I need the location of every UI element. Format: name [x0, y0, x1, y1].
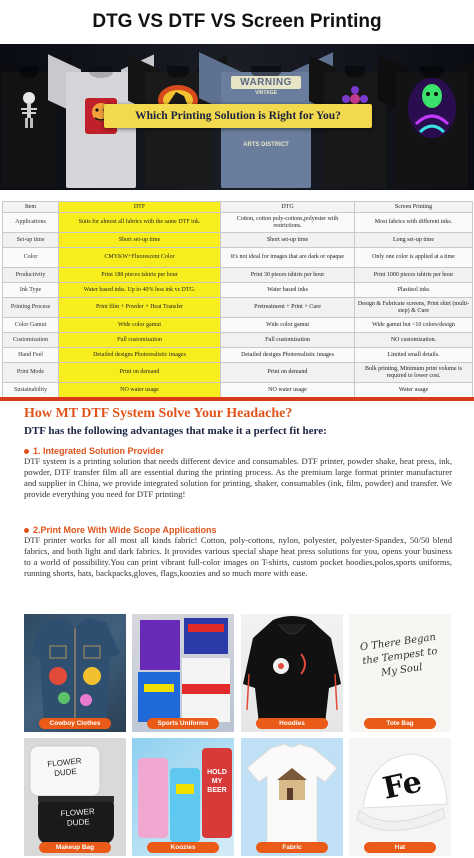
table-cell: Print film + Powder + Heat Transfer — [59, 298, 221, 318]
table-cell: Water usage — [355, 383, 473, 398]
table-row-label: Printing Process — [3, 298, 59, 318]
product-tile-koozies — [132, 738, 234, 856]
hero-banner — [0, 44, 474, 190]
advantages-section — [0, 397, 474, 611]
table-row — [3, 233, 473, 248]
table-row-label: Productivity — [3, 268, 59, 283]
product-tile-hat — [349, 738, 451, 856]
header-dtg: DTG — [221, 202, 355, 213]
hoodie-icon — [241, 614, 343, 732]
koozie-icon — [132, 738, 234, 856]
product-label-cowboy-clothes: Cowboy Clothes — [39, 718, 111, 729]
advantage-point-1-body: DTF system is a printing solution that needs different device and consumables. DTF printer, powder shake, heat press, ink, powder, DTF transfer film all are essential during the printing process. As the premium large format printer manufacturer and supplier in China, we provide integrated solution for printing, shaker, consumables (ink, film, powder) and transfer. We provide everything you need for DTF printing! — [24, 456, 452, 499]
makeup-print-text-top: FLOWER DUDE — [46, 756, 82, 779]
table-cell: Limited small details. — [355, 348, 473, 363]
comparison-table — [2, 201, 473, 413]
table-row — [3, 348, 473, 363]
table-cell: Print 30 pieces tshirts per hour — [221, 268, 355, 283]
table-row — [3, 298, 473, 318]
table-header-row — [3, 202, 473, 213]
denim-jacket-icon — [24, 614, 126, 732]
product-tile-hoodies — [241, 614, 343, 732]
header-item: Item — [3, 202, 59, 213]
advantage-point-1-title — [24, 446, 452, 456]
advantage-point-1-title-text: 1. Integrated Solution Provider — [33, 446, 165, 456]
table-row — [3, 213, 473, 233]
page-title: DTG VS DTF VS Screen Printing — [92, 11, 382, 32]
tote-print-text: O There Began the Tempest to My Soul — [359, 631, 439, 679]
table-cell: Suits for almost all fabrics with the same DTF ink. — [59, 213, 221, 233]
table-cell: Full customization — [221, 333, 355, 348]
table-cell: Water based inks — [221, 283, 355, 298]
product-tile-cowboy-clothes — [24, 614, 126, 732]
table-row-label: Hand Feel — [3, 348, 59, 363]
bullet-icon — [24, 528, 29, 533]
table-cell: Print on demand — [59, 363, 221, 383]
table-cell: NO customization. — [355, 333, 473, 348]
product-grid — [24, 614, 451, 857]
header-screen-printing: Screen Printing — [355, 202, 473, 213]
product-label-hoodies: Hoodies — [256, 718, 328, 729]
header-dtf: DTF — [59, 202, 221, 213]
table-cell: Print on demand — [221, 363, 355, 383]
table-cell: It's not ideal for images that are dark or opaque — [221, 248, 355, 268]
product-tile-sports-uniforms — [132, 614, 234, 732]
product-tile-tote-bag — [349, 614, 451, 732]
table-row-label: Applications — [3, 213, 59, 233]
bullet-icon — [24, 449, 29, 454]
table-cell: Water based inks. Up to 40% less ink vs DTG. — [59, 283, 221, 298]
table-cell: Design & Fabricate screens, Print shirt (multi-step) & Cure — [355, 298, 473, 318]
table-cell: Wide color gamut — [221, 318, 355, 333]
table-cell: NO water usage — [221, 383, 355, 398]
table-cell: Wide color gamut — [59, 318, 221, 333]
table-cell: Plastisol inks — [355, 283, 473, 298]
advantage-point-1 — [24, 446, 452, 500]
hat-print-text: Fe — [379, 764, 425, 807]
table-row — [3, 248, 473, 268]
black-shirt-neon — [382, 54, 474, 188]
hero-caption: Which Printing Solution is Right for You? — [104, 104, 372, 128]
advantage-point-2-title-text: 2.Print More With Wide Scope Applications — [33, 525, 217, 535]
table-row-label: Color — [3, 248, 59, 268]
product-tile-fabric — [241, 738, 343, 856]
advantage-point-2 — [24, 525, 452, 579]
table-row — [3, 333, 473, 348]
makeup-bag-icon — [24, 738, 126, 856]
advantage-point-2-title — [24, 525, 452, 535]
product-label-fabric: Fabric — [256, 842, 328, 853]
product-label-sports-uniforms: Sports Uniforms — [147, 718, 219, 729]
table-body — [3, 213, 473, 413]
table-cell: CMYKW+Fluorescent Color — [59, 248, 221, 268]
table-cell: Only one color is applied at a time — [355, 248, 473, 268]
table-row — [3, 383, 473, 398]
advantages-heading: How MT DTF System Solve Your Headache? — [24, 406, 293, 421]
table-row-label: Customization — [3, 333, 59, 348]
table-cell: Long set-up time — [355, 233, 473, 248]
product-tile-makeup-bag — [24, 738, 126, 856]
title-bar — [0, 0, 474, 44]
makeup-print-text-bottom: FLOWER DUDE — [60, 806, 95, 828]
tshirt-icon — [241, 738, 343, 856]
table-row-label: Set-up time — [3, 233, 59, 248]
table-row-label: Ink Type — [3, 283, 59, 298]
table-row — [3, 318, 473, 333]
table-cell: Bulk printing, Minimum print volume is required to lower cost. — [355, 363, 473, 383]
product-label-tote-bag: Tote Bag — [364, 718, 436, 729]
product-label-makeup-bag: Makeup Bag — [39, 842, 111, 853]
table-cell: Print 188 pieces tshirts per hour — [59, 268, 221, 283]
table-row — [3, 268, 473, 283]
jersey-icon — [132, 614, 234, 732]
product-label-koozies: Koozies — [147, 842, 219, 853]
table-cell: Short set-up time — [221, 233, 355, 248]
table-cell: Detailed designs Photorealistic images — [59, 348, 221, 363]
arts-district-text: ARTS DISTRICT — [243, 142, 289, 148]
table-cell: Wide gamut but <10 colors/design — [355, 318, 473, 333]
vintage-text: VINTAGE — [255, 90, 277, 96]
skeleton-print — [15, 90, 43, 135]
table-cell: NO water usage — [59, 383, 221, 398]
table-cell: Cotton, cotton poly-cottons,polyester with restrictions. — [221, 213, 355, 233]
table-row-label: Sustainability — [3, 383, 59, 398]
warning-text: WARNING — [231, 76, 301, 89]
advantage-point-2-body: DTF printer works for all most all kinds fabric! Cotton, poly-cottons, nylon, polyester, polyester-Spandex, 50/50 blend fabrics, and both light and dark fabrics. It provides various special shape heat press solutions for you, opens your business to a world of possibility.You can print vibrant full-color images on T-shirts, custom pocket hoodies,polos,sports uniforms, running shorts, hats, backpacks,gloves, flags,koozies and so much more with ease. — [24, 535, 452, 578]
koozie-print-text: HOLD MY BEER — [207, 769, 227, 794]
neon-print — [406, 74, 458, 149]
table-cell: Pretreatment + Print + Cure — [221, 298, 355, 318]
table-cell: Full customization — [59, 333, 221, 348]
table-cell: Most fabrics with different inks. — [355, 213, 473, 233]
advantages-lead: DTF has the following advantages that make it a perfect fit here: — [24, 425, 327, 437]
table-cell: Short set-up time — [59, 233, 221, 248]
table-row-label: Color Gamut — [3, 318, 59, 333]
table-row — [3, 283, 473, 298]
product-label-hat: Hat — [364, 842, 436, 853]
table-cell: Print 1000 pieces tshirts per hour — [355, 268, 473, 283]
table-row-label: Print Mode — [3, 363, 59, 383]
table-row — [3, 363, 473, 383]
table-cell: Detailed designs Photorealistic images — [221, 348, 355, 363]
